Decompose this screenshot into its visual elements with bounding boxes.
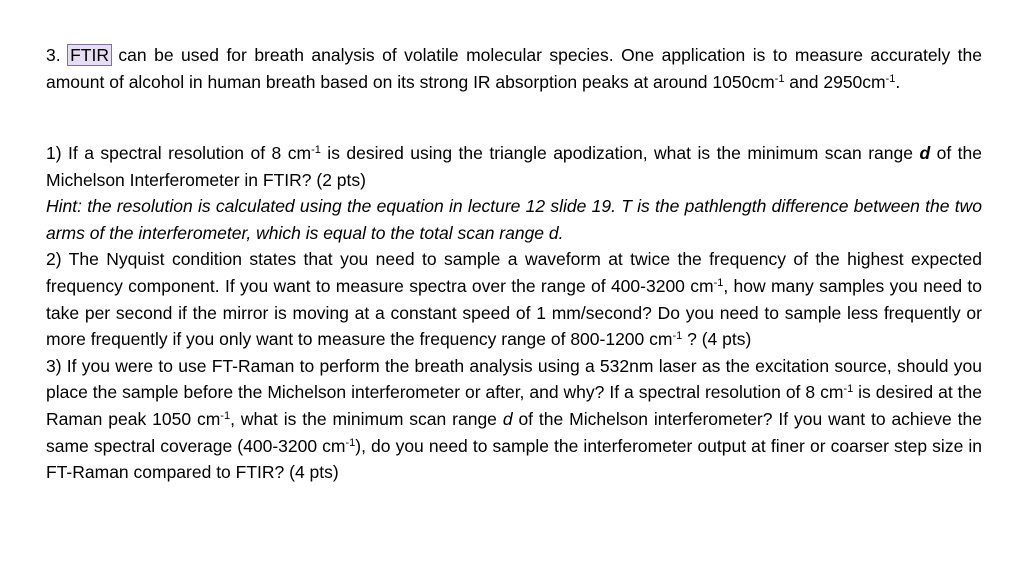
problem-intro: [46, 42, 982, 95]
question-1: [46, 140, 982, 193]
problem-number: 3.: [46, 45, 61, 65]
unit-exponent: -1: [885, 72, 896, 85]
unit-exponent: -1: [345, 436, 356, 449]
q1-hint: Hint: the resolution is calculated using the equation in lecture 12 slide 19. T is the pathlength difference between the two arms of the interferometer, which is equal to the total scan range d.: [46, 196, 982, 243]
question-3: [46, 353, 982, 486]
unit-exponent: -1: [220, 409, 231, 422]
unit-exponent: -1: [672, 330, 683, 343]
q3-text-c: , what is the minimum scan range: [230, 408, 503, 429]
question-2: [46, 246, 982, 352]
unit-exponent: -1: [843, 383, 854, 396]
questions: [46, 140, 982, 486]
intro-text-a: can be used for breath analysis of volatile molecular species. One application is to measure accurately the amount of alcohol in human breath based on its strong IR absorption peaks at around 1050cm: [46, 45, 982, 92]
q2-text-a: 2) The Nyquist condition states that you need to sample a waveform at twice the frequency of the highest expected frequency component. If you want to measure spectra over the range of 400-3200 cm: [46, 249, 982, 296]
q1-text-b: is desired using the triangle apodization, what is the minimum scan range: [320, 143, 920, 163]
ftir-highlight: FTIR: [70, 45, 109, 65]
variable-d: d: [919, 143, 931, 163]
intro-text-c: .: [895, 71, 901, 92]
unit-exponent: -1: [311, 144, 321, 156]
variable-d: d: [502, 408, 513, 429]
intro-text-b: and 2950cm: [784, 71, 886, 92]
q1-text-a: 1) If a spectral resolution of 8 cm: [46, 143, 312, 163]
q3-text-b: is desired at the Raman peak 1050 cm: [46, 382, 982, 429]
q3-text-a: 3) If you were to use FT-Raman to perform the breath analysis using a 532nm laser as the excitation source, should you place the sample before the Michelson interferometer or after, and why? If a spectral resolution of 8 cm: [46, 355, 982, 403]
q3-text-d: of the Michelson interferometer? If you want to achieve the same spectral coverage (400-3200 cm: [46, 408, 982, 456]
q1-text-c: of the Michelson Interferometer in FTIR? (2 pts): [46, 143, 982, 190]
q2-text-c: ? (4 pts): [682, 329, 752, 350]
unit-exponent: -1: [774, 72, 785, 85]
q2-text-b: , how many samples you need to take per second if the mirror is moving at a constant speed of 1 mm/second? Do you need to sample less frequently or more frequently if you only want to measure the frequency range of 800-1200 cm: [46, 275, 982, 350]
unit-exponent: -1: [713, 276, 724, 289]
q3-text-e: ), do you need to sample the interferometer output at finer or coarser step size in FT-Raman compared to FTIR? (4 pts): [46, 435, 982, 483]
